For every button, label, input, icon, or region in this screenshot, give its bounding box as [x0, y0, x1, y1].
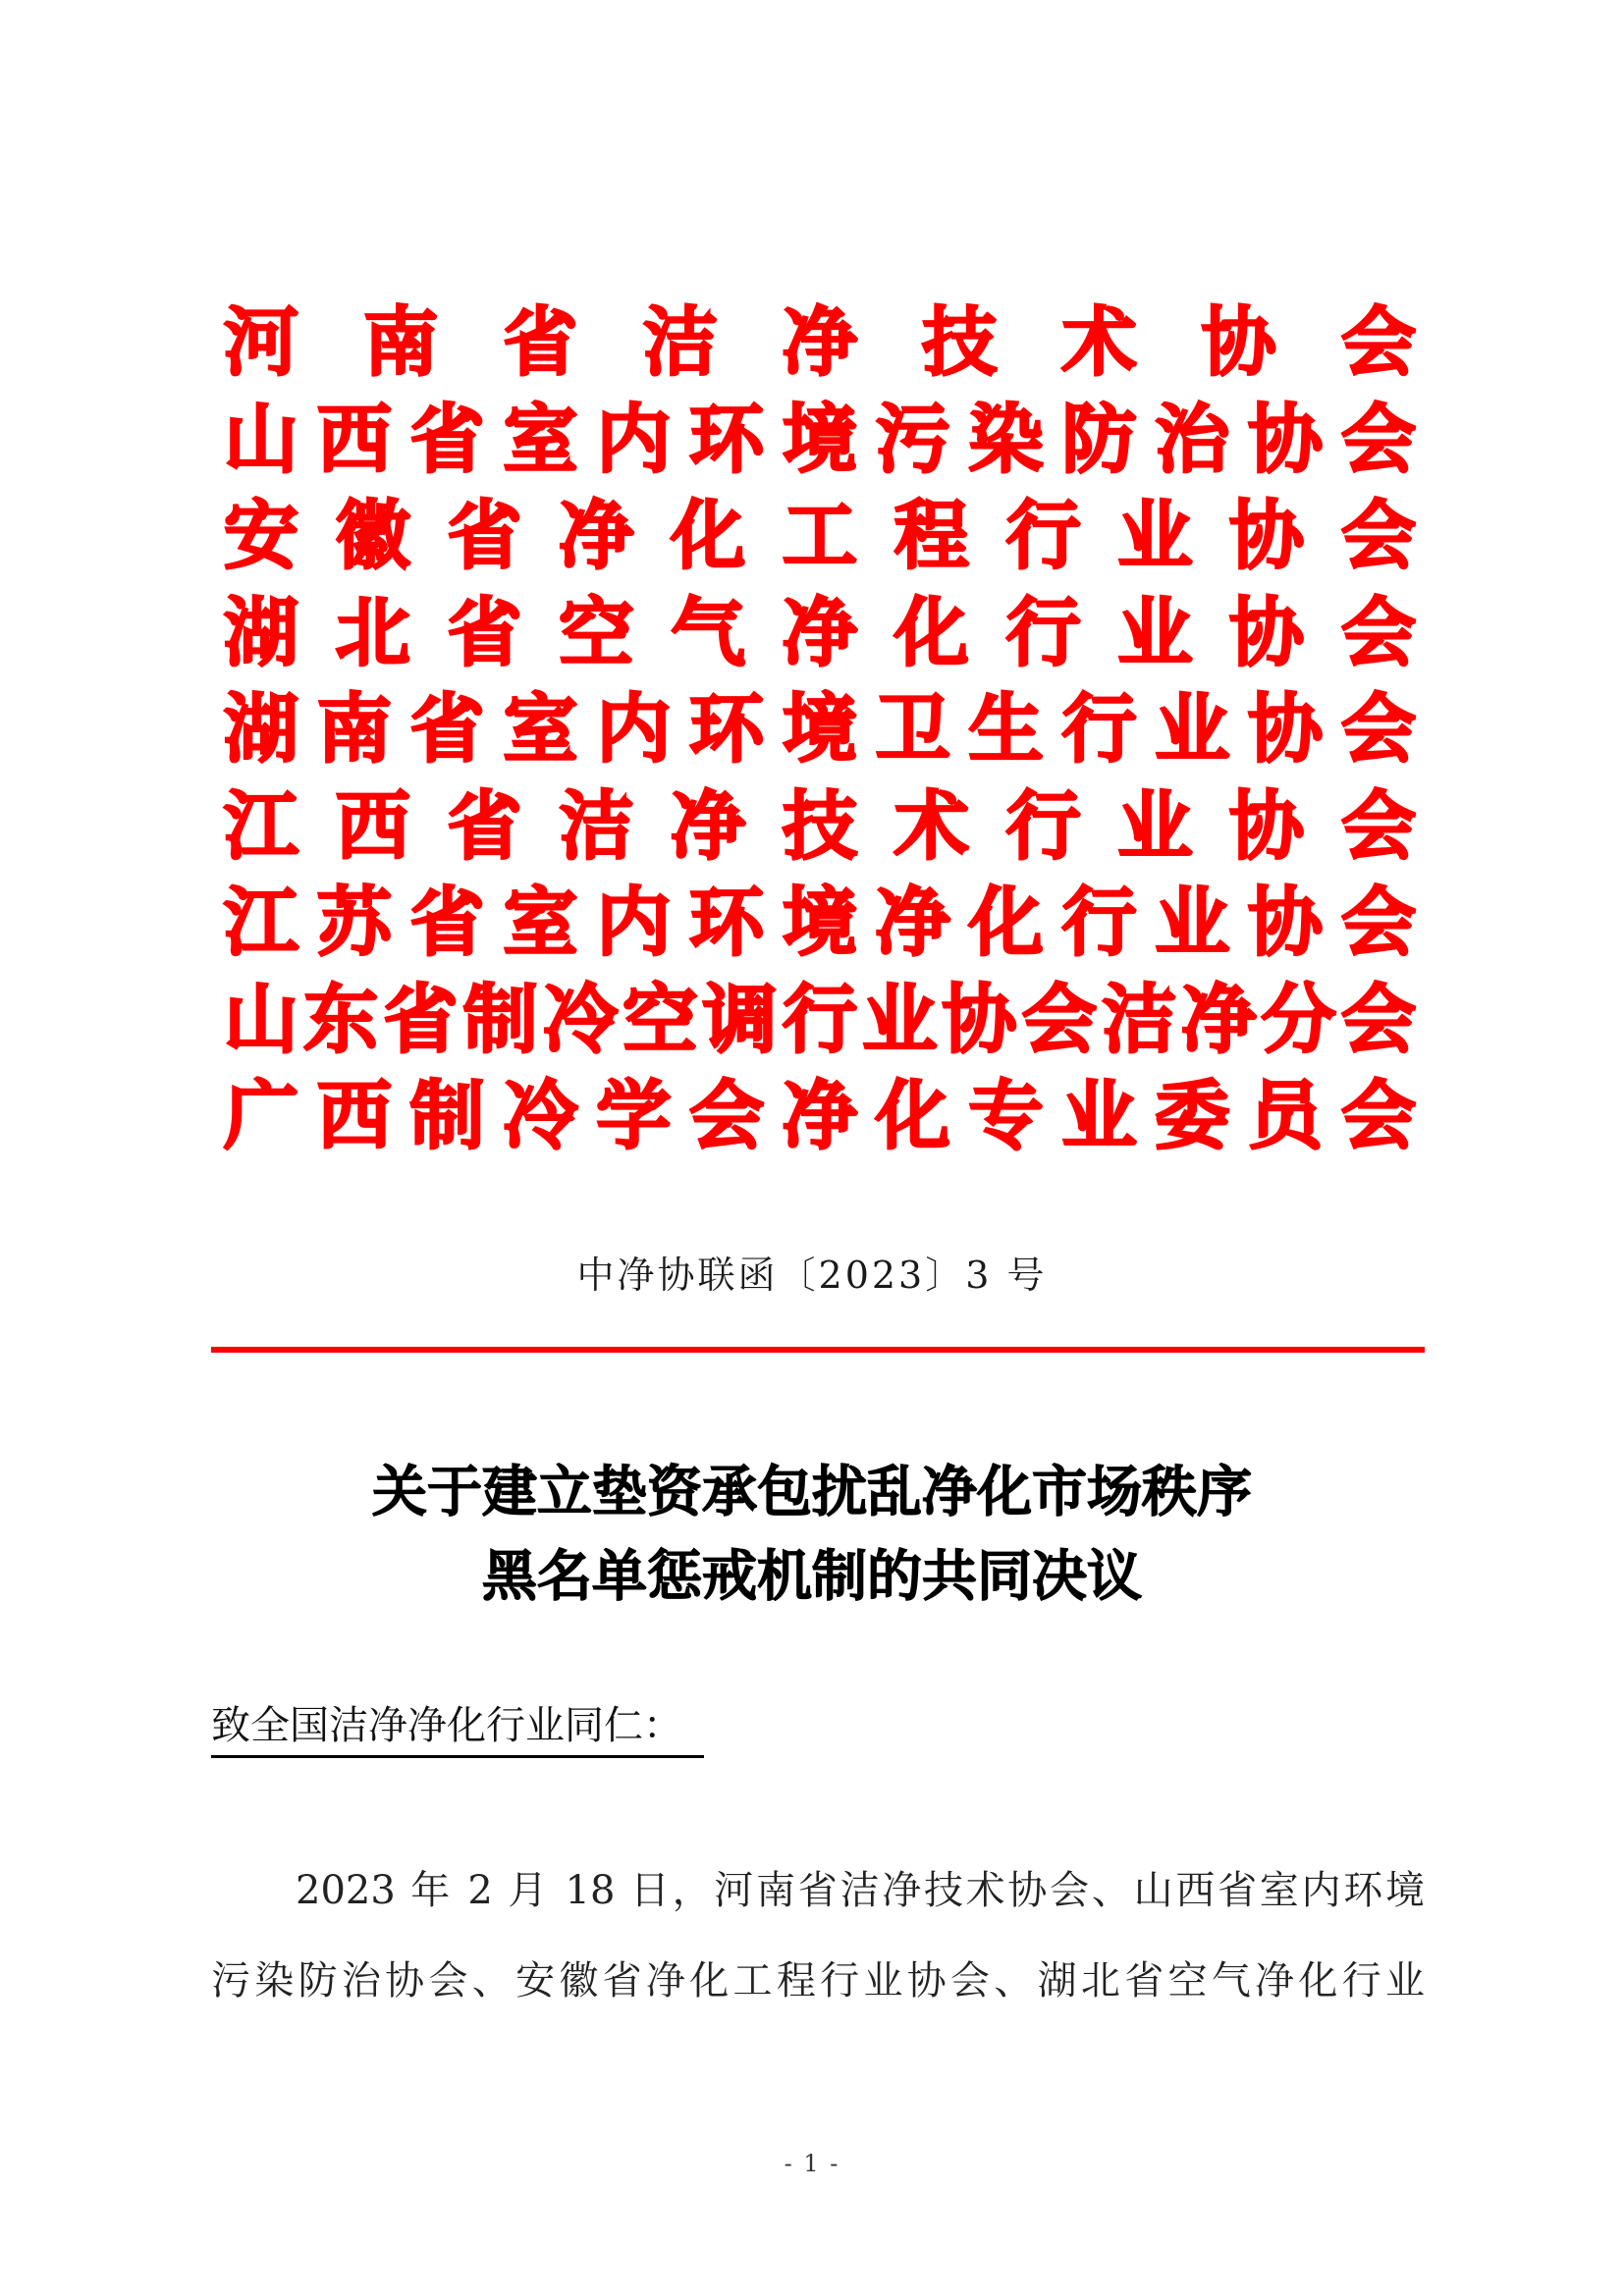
letterhead-char: 洁: [1102, 975, 1177, 1063]
letterhead-char: 专: [968, 1072, 1044, 1160]
letterhead-char: 协: [1229, 492, 1305, 580]
body-line-1: 2023 年 2 月 18 日，河南省洁净技术协会、山西省室内环境: [296, 1868, 1425, 1913]
letterhead-char: 境: [782, 879, 857, 967]
letterhead-char: 业: [1117, 588, 1193, 676]
letterhead-org-line: [224, 585, 1416, 682]
letterhead-char: 行: [782, 975, 857, 1063]
letterhead-char: 技: [922, 298, 998, 387]
letterhead-char: 工: [782, 492, 857, 580]
letterhead-char: 净: [1181, 975, 1257, 1063]
letterhead-organizations: [224, 294, 1416, 1165]
letterhead-char: 卫: [875, 685, 950, 774]
letterhead-char: 行: [1005, 492, 1081, 580]
letterhead-char: 环: [689, 879, 765, 967]
letterhead-char: 协: [1229, 588, 1305, 676]
letterhead-char: 会: [1340, 395, 1416, 483]
letterhead-char: 治: [1155, 395, 1230, 483]
letterhead-char: 气: [671, 588, 746, 676]
letterhead-char: 湖: [224, 685, 298, 774]
letterhead-char: 协: [942, 975, 1017, 1063]
letterhead-char: 制: [409, 1072, 485, 1160]
letterhead-char: 化: [893, 588, 969, 676]
letterhead-char: 会: [1340, 781, 1416, 870]
title-line-2: 黑名单惩戒机制的共同决议: [482, 1545, 1142, 1609]
letterhead-char: 学: [596, 1072, 672, 1160]
body-paragraph: [211, 1845, 1425, 2026]
letterhead-char: 西: [335, 781, 410, 870]
letterhead-char: 安: [224, 492, 298, 580]
letterhead-char: 省: [503, 298, 578, 387]
letterhead-char: 协: [1248, 685, 1324, 774]
letterhead-char: 净: [875, 879, 950, 967]
red-divider-line: [211, 1347, 1425, 1353]
letterhead-char: 境: [782, 685, 857, 774]
letterhead-char: 业: [862, 975, 938, 1063]
letterhead-char: 协: [1201, 298, 1276, 387]
letterhead-char: 协: [1248, 395, 1324, 483]
letterhead-char: 协: [1229, 781, 1305, 870]
letterhead-char: 山: [224, 975, 298, 1063]
letterhead-char: 内: [596, 879, 672, 967]
letterhead-char: 员: [1248, 1072, 1324, 1160]
letterhead-char: 环: [689, 685, 765, 774]
salutation: 致全国洁净净化行业同仁：: [211, 1696, 704, 1758]
letterhead-char: 业: [1155, 879, 1230, 967]
letterhead-char: 江: [224, 781, 298, 870]
letterhead-char: 分: [1261, 975, 1336, 1063]
letterhead-char: 业: [1117, 492, 1193, 580]
body-line-2: 污染防治协会、安徽省净化工程行业协会、湖北省空气净化行业: [211, 1958, 1425, 2003]
letterhead-char: 洁: [559, 781, 634, 870]
letterhead-char: 室: [503, 395, 578, 483]
letterhead-char: 业: [1117, 781, 1193, 870]
letterhead-char: 化: [671, 492, 746, 580]
letterhead-char: 净: [559, 492, 634, 580]
letterhead-char: 会: [1340, 685, 1416, 774]
letterhead-org-line: [224, 875, 1416, 972]
letterhead-org-line: [224, 972, 1416, 1069]
letterhead-char: 生: [968, 685, 1044, 774]
letterhead-char: 省: [409, 395, 485, 483]
letterhead-char: 污: [875, 395, 950, 483]
letterhead-char: 河: [224, 298, 298, 387]
letterhead-char: 净: [671, 781, 746, 870]
letterhead-char: 会: [1340, 588, 1416, 676]
letterhead-char: 境: [782, 395, 857, 483]
letterhead-char: 技: [782, 781, 857, 870]
letterhead-char: 省: [447, 588, 522, 676]
letterhead-char: 会: [1021, 975, 1097, 1063]
letterhead-char: 省: [447, 781, 522, 870]
letterhead-char: 染: [968, 395, 1044, 483]
title-line-1: 关于建立垫资承包扰乱净化市场秩序: [372, 1461, 1252, 1524]
letterhead-char: 苏: [316, 879, 392, 967]
letterhead-char: 环: [689, 395, 765, 483]
letterhead-char: 行: [1005, 781, 1081, 870]
document-number: 中净协联函〔2023〕3 号: [576, 1254, 1048, 1297]
letterhead-org-line: [224, 392, 1416, 489]
letterhead-char: 术: [1061, 298, 1137, 387]
letterhead-char: 行: [1005, 588, 1081, 676]
letterhead-char: 北: [335, 588, 410, 676]
letterhead-char: 洁: [642, 298, 718, 387]
letterhead-char: 化: [968, 879, 1044, 967]
document-title: [0, 1451, 1624, 1620]
letterhead-char: 会: [689, 1072, 765, 1160]
letterhead-char: 南: [363, 298, 439, 387]
letterhead-char: 会: [1341, 298, 1416, 387]
letterhead-char: 西: [316, 395, 392, 483]
letterhead-char: 省: [447, 492, 522, 580]
letterhead-char: 内: [596, 685, 672, 774]
letterhead-char: 内: [596, 395, 672, 483]
page-number: - 1 -: [784, 2150, 840, 2177]
letterhead-char: 西: [316, 1072, 392, 1160]
letterhead-char: 会: [1340, 879, 1416, 967]
letterhead-char: 冷: [503, 1072, 578, 1160]
letterhead-char: 省: [409, 879, 485, 967]
letterhead-char: 会: [1340, 975, 1416, 1063]
letterhead-char: 东: [303, 975, 379, 1063]
letterhead-char: 行: [1061, 685, 1137, 774]
letterhead-char: 江: [224, 879, 298, 967]
letterhead-org-line: [224, 778, 1416, 876]
letterhead-char: 会: [1340, 1072, 1416, 1160]
letterhead-char: 委: [1155, 1072, 1230, 1160]
letterhead-char: 室: [503, 879, 578, 967]
letterhead-org-line: [224, 1068, 1416, 1165]
letterhead-char: 省: [383, 975, 459, 1063]
letterhead-char: 制: [462, 975, 538, 1063]
letterhead-char: 空: [559, 588, 634, 676]
letterhead-char: 徽: [335, 492, 410, 580]
letterhead-org-line: [224, 294, 1416, 392]
letterhead-char: 协: [1248, 879, 1324, 967]
letterhead-char: 净: [782, 1072, 857, 1160]
letterhead-char: 净: [783, 298, 857, 387]
letterhead-char: 净: [782, 588, 857, 676]
letterhead-org-line: [224, 488, 1416, 585]
letterhead-char: 业: [1061, 1072, 1137, 1160]
letterhead-char: 调: [702, 975, 778, 1063]
letterhead-char: 冷: [543, 975, 619, 1063]
letterhead-char: 空: [623, 975, 698, 1063]
letterhead-char: 室: [503, 685, 578, 774]
letterhead-char: 广: [224, 1072, 298, 1160]
letterhead-char: 化: [875, 1072, 950, 1160]
letterhead-char: 防: [1061, 395, 1137, 483]
letterhead-char: 行: [1061, 879, 1137, 967]
letterhead-char: 术: [893, 781, 969, 870]
letterhead-org-line: [224, 681, 1416, 778]
letterhead-char: 会: [1340, 492, 1416, 580]
letterhead-char: 省: [409, 685, 485, 774]
letterhead-char: 业: [1155, 685, 1230, 774]
letterhead-char: 南: [316, 685, 392, 774]
letterhead-char: 湖: [224, 588, 298, 676]
letterhead-char: 山: [224, 395, 298, 483]
letterhead-char: 程: [893, 492, 969, 580]
